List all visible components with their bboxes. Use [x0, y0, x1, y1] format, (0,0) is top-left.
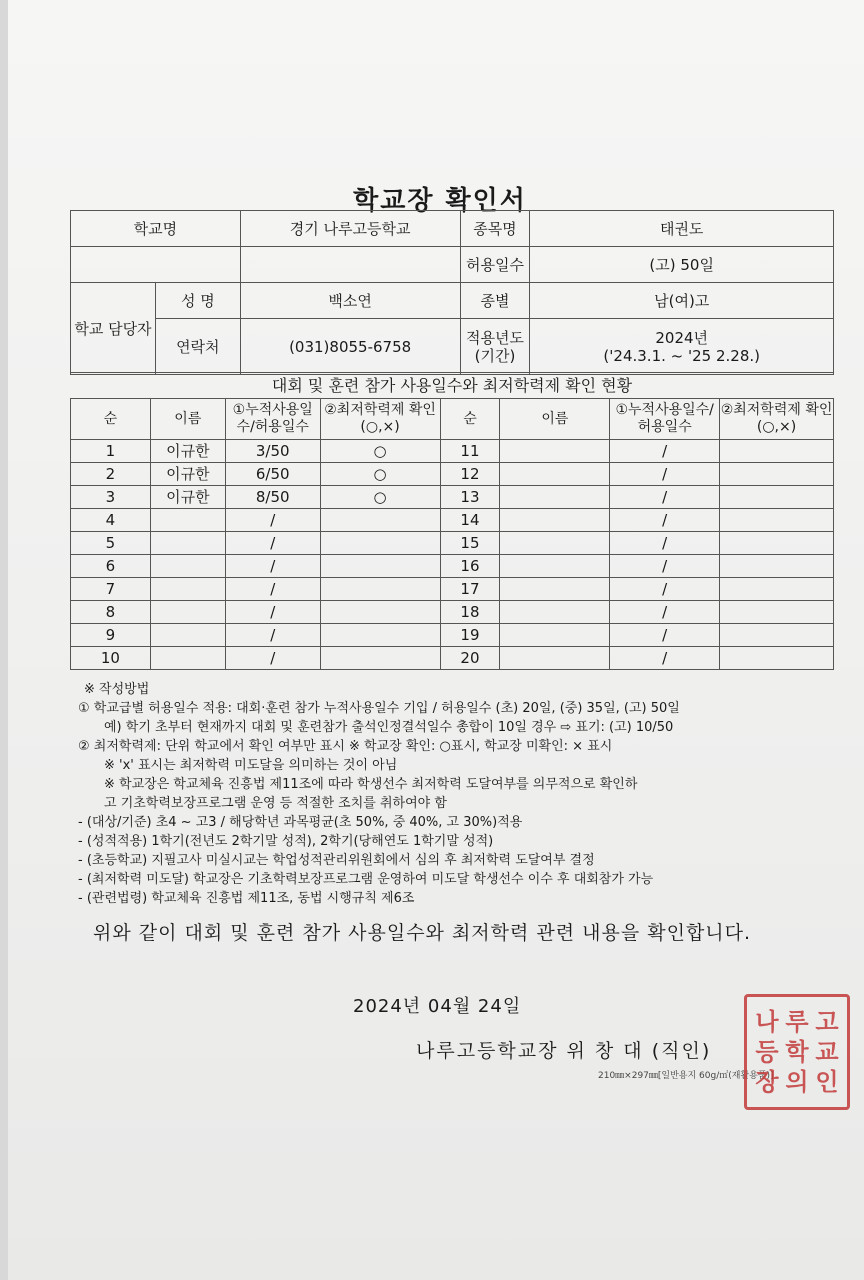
- note-bullet-4: - (최저학력 미도달) 학교장은 기초학력보장프로그램 운영하여 미도달 학생선수 이수 후 대회참가 가능: [78, 872, 654, 887]
- name-value: 백소연: [240, 283, 460, 319]
- sport-label: 종목명: [460, 211, 530, 247]
- name-label: 성 명: [155, 283, 240, 319]
- allowed-days-label: 허용일수: [460, 247, 530, 283]
- cell-left-days: 6/50: [225, 463, 320, 486]
- seal-glyph: 의: [785, 1067, 809, 1096]
- cell-left-no: 4: [71, 509, 151, 532]
- allowed-days-value: (고) 50일: [530, 247, 834, 283]
- note-4a: ※ 학교장은 학교체육 진흥법 제11조에 따라 학생선수 최저학력 도달여부를 의무적으로 확인하: [104, 777, 638, 792]
- col-days-left: ①누적사용일수/허용일수: [225, 399, 320, 440]
- cell-right-days: /: [610, 486, 720, 509]
- status-table: [70, 398, 834, 670]
- cell-left-name: 이규한: [150, 486, 225, 509]
- cell-left-days: 3/50: [225, 440, 320, 463]
- cell-right-confirm: [720, 578, 834, 601]
- cell-left-name: 이규한: [150, 440, 225, 463]
- cell-left-confirm: [320, 532, 440, 555]
- school-name: 경기 나루고등학교: [240, 211, 460, 247]
- cell-right-confirm: [720, 624, 834, 647]
- cell-right-confirm: [720, 601, 834, 624]
- cell-left-confirm: ○: [320, 486, 440, 509]
- col-confirm-right: ②최저학력제 확인(○,×): [720, 399, 834, 440]
- seal-glyph: 등: [755, 1037, 779, 1066]
- table-row: [71, 532, 834, 555]
- cell-right-no: 14: [440, 509, 500, 532]
- cell-left-days: /: [225, 532, 320, 555]
- gender-value: 남(여)고: [530, 283, 834, 319]
- table-row: [71, 647, 834, 670]
- cell-left-confirm: [320, 601, 440, 624]
- manager-label: 학교 담당자: [71, 283, 156, 375]
- cell-right-no: 18: [440, 601, 500, 624]
- sport-value: 태권도: [530, 211, 834, 247]
- cell-right-name: [500, 486, 610, 509]
- cell-left-confirm: ○: [320, 440, 440, 463]
- cell-left-name: [150, 555, 225, 578]
- cell-right-name: [500, 440, 610, 463]
- cell-right-confirm: [720, 532, 834, 555]
- cell-left-name: 이규한: [150, 463, 225, 486]
- cell-left-days: /: [225, 509, 320, 532]
- year-period-cell: [530, 319, 834, 375]
- info-table: [70, 210, 834, 375]
- cell-right-no: 17: [440, 578, 500, 601]
- grid-heading: 대회 및 훈련 참가 사용일수와 최저학력제 확인 현황: [70, 372, 834, 399]
- cell-right-days: /: [610, 532, 720, 555]
- col-name-right: 이름: [500, 399, 610, 440]
- table-row: [71, 555, 834, 578]
- cell-left-name: [150, 509, 225, 532]
- seal-glyph: 장: [755, 1067, 779, 1096]
- cell-left-no: 5: [71, 532, 151, 555]
- seal-glyph: 인: [815, 1067, 839, 1096]
- note-bullet-1: - (대상/기준) 초4 ~ 고3 / 해당학년 과목평균(초 50%, 중 40%, 고 30%)적용: [78, 815, 523, 830]
- cell-left-days: /: [225, 555, 320, 578]
- cell-left-confirm: [320, 509, 440, 532]
- school-name-spacer: [240, 247, 460, 283]
- cell-left-days: /: [225, 578, 320, 601]
- cell-right-days: /: [610, 647, 720, 670]
- cell-left-name: [150, 532, 225, 555]
- cell-right-days: /: [610, 509, 720, 532]
- cell-right-no: 20: [440, 647, 500, 670]
- school-label-spacer: [71, 247, 241, 283]
- cell-left-confirm: [320, 647, 440, 670]
- paper-size-note: 210㎜×297㎜[일반용지 60g/㎡(재활용품)]: [598, 1071, 774, 1081]
- note-3: ※ 'x' 표시는 최저학력 미도달을 의미하는 것이 아님: [104, 758, 398, 773]
- official-seal-icon: [744, 994, 850, 1110]
- cell-right-days: /: [610, 440, 720, 463]
- cell-right-confirm: [720, 486, 834, 509]
- cell-left-no: 10: [71, 647, 151, 670]
- table-row: [71, 509, 834, 532]
- cell-left-no: 9: [71, 624, 151, 647]
- cell-right-no: 16: [440, 555, 500, 578]
- issue-date: 2024년 04월 24일: [353, 996, 522, 1017]
- cell-right-days: /: [610, 578, 720, 601]
- contact-label: 연락처: [155, 319, 240, 375]
- school-label: 학교명: [71, 211, 241, 247]
- cell-left-confirm: [320, 578, 440, 601]
- seal-glyph: 루: [785, 1007, 809, 1036]
- year-value: 2024년: [655, 328, 709, 347]
- year-label: 적용년도 (기간): [460, 319, 530, 375]
- cell-left-no: 3: [71, 486, 151, 509]
- seal-glyph: 교: [815, 1037, 839, 1066]
- document-paper: [8, 0, 864, 1280]
- cell-left-name: [150, 578, 225, 601]
- cell-right-confirm: [720, 463, 834, 486]
- notes-heading: ※ 작성방법: [84, 682, 150, 697]
- cell-right-name: [500, 624, 610, 647]
- cell-right-no: 13: [440, 486, 500, 509]
- table-row: [71, 440, 834, 463]
- note-1a: ① 학교급별 허용일수 적용: 대회·훈련 참가 누적사용일수 기입 / 허용일수 (초) 20일, (중) 35일, (고) 50일: [78, 701, 680, 716]
- cell-right-no: 19: [440, 624, 500, 647]
- cell-right-name: [500, 532, 610, 555]
- document-title: 학교장 확인서: [353, 186, 527, 216]
- cell-right-name: [500, 647, 610, 670]
- cell-right-name: [500, 555, 610, 578]
- status-table-body: [71, 440, 834, 670]
- cell-right-name: [500, 601, 610, 624]
- cell-left-no: 7: [71, 578, 151, 601]
- col-no-left: 순: [71, 399, 151, 440]
- cell-left-no: 2: [71, 463, 151, 486]
- col-confirm-left: ②최저학력제 확인(○,×): [320, 399, 440, 440]
- writing-notes: [78, 680, 838, 908]
- table-row: [71, 624, 834, 647]
- cell-left-name: [150, 647, 225, 670]
- cell-left-no: 6: [71, 555, 151, 578]
- cell-right-confirm: [720, 555, 834, 578]
- principal-signature: 나루고등학교장 위 창 대 (직인): [416, 1040, 712, 1062]
- seal-glyph: 나: [755, 1007, 779, 1036]
- table-row: [71, 601, 834, 624]
- note-2: ② 최저학력제: 단위 학교에서 확인 여부만 표시 ※ 학교장 확인: ○표시, 학교장 미확인: × 표시: [78, 739, 613, 754]
- cell-left-no: 1: [71, 440, 151, 463]
- note-bullet-3: - (초등학교) 지필고사 미실시교는 학업성적관리위원회에서 심의 후 최저학력 도달여부 결정: [78, 853, 595, 868]
- gender-label: 종별: [460, 283, 530, 319]
- contact-value: (031)8055-6758: [240, 319, 460, 375]
- cell-right-confirm: [720, 509, 834, 532]
- cell-right-days: /: [610, 601, 720, 624]
- cell-right-days: /: [610, 463, 720, 486]
- cell-left-name: [150, 624, 225, 647]
- cell-right-no: 12: [440, 463, 500, 486]
- note-bullet-5: - (관련법령) 학교체육 진흥법 제11조, 동법 시행규칙 제6조: [78, 891, 415, 906]
- cell-right-days: /: [610, 555, 720, 578]
- cell-left-days: 8/50: [225, 486, 320, 509]
- note-bullet-2: - (성적적용) 1학기(전년도 2학기말 성적), 2학기(당해연도 1학기말 성적): [78, 834, 494, 849]
- cell-right-days: /: [610, 624, 720, 647]
- period-value: ('24.3.1. ~ '25 2.28.): [603, 346, 760, 365]
- table-row: [71, 578, 834, 601]
- seal-glyph: 학: [785, 1037, 809, 1066]
- cell-left-no: 8: [71, 601, 151, 624]
- seal-glyph: 고: [815, 1007, 839, 1036]
- cell-right-confirm: [720, 440, 834, 463]
- cell-right-name: [500, 463, 610, 486]
- cell-left-confirm: [320, 555, 440, 578]
- col-no-right: 순: [440, 399, 500, 440]
- cell-left-days: /: [225, 647, 320, 670]
- cell-left-confirm: [320, 624, 440, 647]
- cell-left-days: /: [225, 601, 320, 624]
- table-row: [71, 486, 834, 509]
- cell-left-name: [150, 601, 225, 624]
- cell-right-name: [500, 578, 610, 601]
- cell-left-confirm: ○: [320, 463, 440, 486]
- cell-left-days: /: [225, 624, 320, 647]
- col-days-right: ①누적사용일수/허용일수: [610, 399, 720, 440]
- col-name-left: 이름: [150, 399, 225, 440]
- note-1b: 예) 학기 초부터 현재까지 대회 및 훈련참가 출석인정결석일수 총합이 10일 경우 ⇨ 표기: (고) 10/50: [104, 720, 674, 735]
- cell-right-no: 15: [440, 532, 500, 555]
- confirmation-text: 위와 같이 대회 및 훈련 참가 사용일수와 최저학력 관련 내용을 확인합니다.: [93, 922, 752, 944]
- table-row: [71, 463, 834, 486]
- cell-right-name: [500, 509, 610, 532]
- cell-right-no: 11: [440, 440, 500, 463]
- cell-right-confirm: [720, 647, 834, 670]
- note-4b: 고 기초학력보장프로그램 운영 등 적절한 조치를 취하여야 함: [104, 796, 447, 811]
